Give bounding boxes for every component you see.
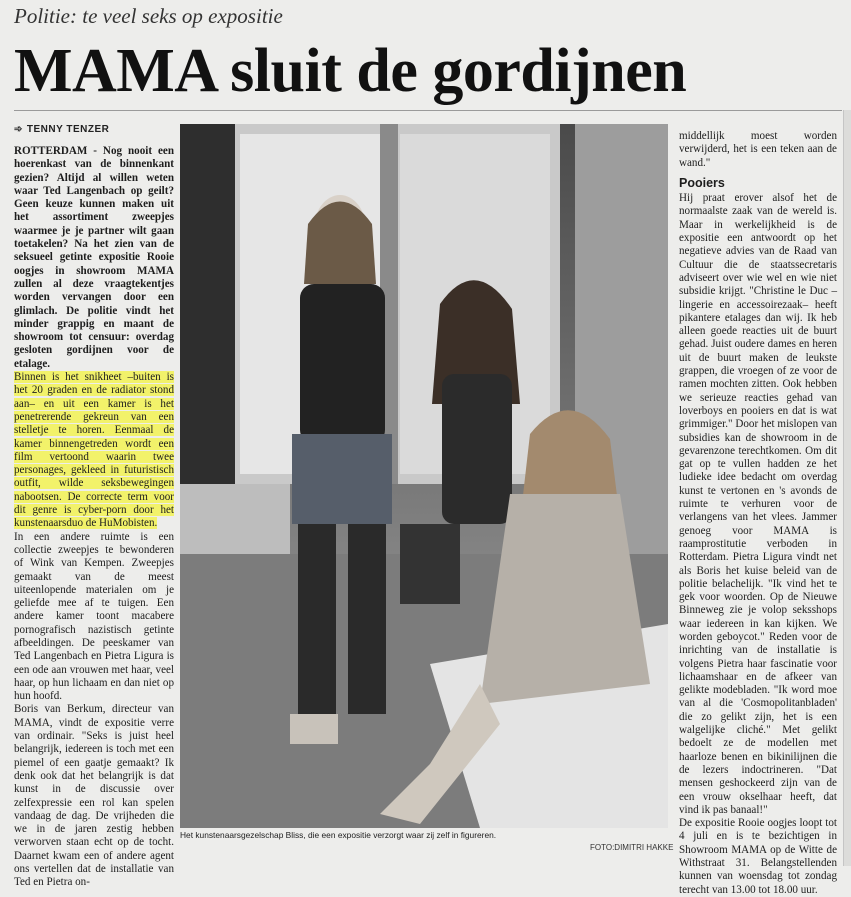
photo-caption: Het kunstenaarsgezelschap Bliss, die een expositie verzorgt waar zij zelf in figureren. <box>180 830 497 840</box>
body-paragraph: Hij praat erover alsof het de normaalste zaak van de wereld is. Maar in werkelijkheid is de expositie een antwoordt op het negatieve advies van de Raad van Cultuur die de staatssecretaris adviseert over wie wel en wie niet subsidie krijgt. "Christine le Duc –lingerie en accessoirezaak– heeft pikantere etalages dan wij. Ik heb alleen goede reacties uit de buurt gehad. Juist oudere dames en heren uit de buurt maken de leukste grappen, die vroegen of ze voor de ramen mochten zitten. Ook hebben we serieuze reacties gehad van loverboys en pooiers en dat is wat grimmiger." Door het mislopen van subsidies kan de showroom in de gevarenzone terechtkomen. Om dit gat op te vullen hadden ze het ludieke idee bedacht om overdag kunst te vertonen en 's avonds de ruimte te verhuren voor de verlangens van het vlees. Jammer genoeg voor MAMA is raamprostitutie verboden in Rotterdam. Pietra Ligura vindt net als Boris het kuise beleid van de politie belachelijk. "Ik vind het te gek voor woorden. Op de Nieuwe Binneweg zie je volop seksshops waar iedereen in kan kijken. We worden geboycot." Reden voor de inrichting van de installatie is volgens Pietra haar fascinatie voor lichaamshaar en de afkeer van gelikte modebladen. "Ik word moe van al die 'Cosmopolitanbladen' die zo gelikt zijn, het is een walgelijke cliché." Met gelikt bedoelt ze de modellen met haarloze benen en bikinilijnen die de lezers indoctrineren. "Dat mensen geshockeerd zijn van de een vrouw okselhaar heeft, dat vind ik pas banaal!" <box>679 192 837 816</box>
body-paragraph: De expositie Rooie oogjes loopt tot 4 juli en is te bezichtigen in Showroom MAMA op de Witte de Withstraat 31. Belangstellenden kunnen van woensdag tot zondag terecht van 13.00 tot 18.00 uur. <box>679 817 837 896</box>
article-column-left <box>14 145 174 889</box>
divider <box>14 110 842 111</box>
section-subhead: Pooiers <box>679 175 725 190</box>
article-column-right <box>679 130 837 896</box>
article-photo <box>180 124 668 828</box>
article-headline: MAMA sluit de gordijnen <box>14 37 687 105</box>
author-name: TENNY TENZER <box>26 124 110 135</box>
lead-paragraph: ROTTERDAM - Nog nooit een hoerenkast van de binnenkant gezien? Altijd al willen weten waar Ted Langenbach op geilt? Geen keuze kunnen maken uit het assortiment zweepjes waarmee je je partner wilt gaan toetakelen? Na het zien van de seksueel getinte expositie Rooie oogjes in showroom MAMA zullen al deze vraagtekentjes worden vervangen door een glimlach. De politie vindt het minder grappig en maant de showroom tot censuur: overdag gesloten gordijnen voor de etalage. <box>14 145 174 370</box>
body-paragraph: middellijk moest worden verwijderd, het is een teken aan de wand." <box>679 130 837 169</box>
article-kicker: Politie: te veel seks op expositie <box>14 4 283 28</box>
byline <box>14 124 109 135</box>
body-paragraph: In een andere ruimte is een collectie zweepjes te bewonderen of Wink van Kempen. Zweepjes gemaakt van de meest uiteenlopende materialen om je geliefde mee af te tuigen. Een andere kamer toont macabere pornografisch nazistisch getinte afbeeldingen. De peeskamer van Ted Langenbach en Pietra Ligura is een ode aan vrouwen met haar, veel haar, op hun lichaam en dan niet op hun hoofd. <box>14 530 174 703</box>
body-paragraph: Boris van Berkum, directeur van MAMA, vindt de expositie verre van ordinair. "Seks is juist heel belangrijk, iedereen is toch met een piemel of een gaatje gemaakt? Ik denk ook dat het belangrijk is dat kunst in de discussie over zelfexpressie een rol kan spelen vandaag de dag. De vrijheden die we in de jaren zestig hebben verworven staan echt op de tocht. Daarnet kwam een of andere agent ons vertellen dat de installatie van Ted en Pietra on- <box>14 703 174 889</box>
highlighted-paragraph: Binnen is het snikheet –buiten is het 20 graden en de radiator stond aan– en uit een kamer is het penetrerende gekreun van een stelletje te horen. Eenmaal de kamer binnengetreden wordt een film vertoond waarin twee personages, gekleed in futuristisch outfit, wilde seksbewegingen nabootsen. De correcte term voor dit genre is cyber-porn door het kunstenaarsduo de HuMobisten. <box>14 371 174 530</box>
photo-credit: FOTO:DIMITRI HAKKE <box>590 843 674 852</box>
arrow-icon: ➾ <box>14 124 23 135</box>
page-edge <box>843 110 851 866</box>
